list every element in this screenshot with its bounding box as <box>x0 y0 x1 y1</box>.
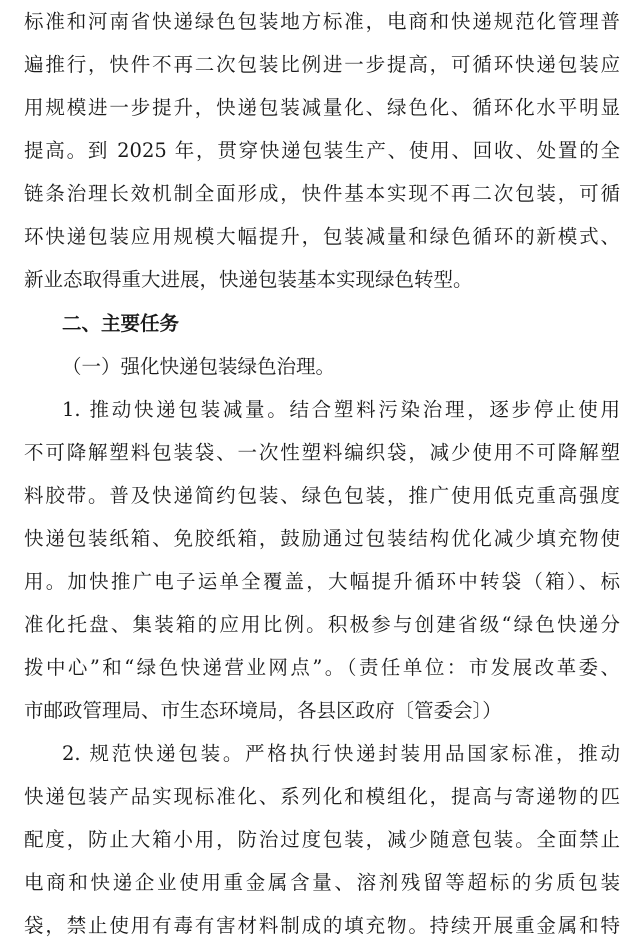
text-line: 市邮政管理局、市生态环境局，各县区政府〔管委会〕） <box>24 699 502 722</box>
text-line: 用。加快推广电子运单全覆盖，大幅提升循环中转袋（箱）、标 <box>24 570 620 593</box>
text-line: 拨中心”和“绿色快递营业网点”。（责任单位：市发展改革委、 <box>24 656 620 679</box>
text-line: 1. 推动快递包装减量。结合塑料污染治理，逐步停止使用 <box>62 398 620 421</box>
text-line: 用规模进一步提升，快递包装减量化、绿色化、循环化水平明显 <box>24 96 620 119</box>
text-line: 遍推行，快件不再二次包装比例进一步提高，可循环快递包装应 <box>24 53 620 76</box>
text-line: 电商和快递企业使用重金属含量、溶剂残留等超标的劣质包装 <box>24 871 620 894</box>
text-line: 快递包装纸箱、免胶纸箱，鼓励通过包装结构优化减少填充物使 <box>24 527 620 550</box>
text-line: 2. 规范快递包装。严格执行快递封装用品国家标准，推动 <box>62 742 620 765</box>
subsection-heading: （一）强化快递包装绿色治理。 <box>62 355 336 378</box>
text-line: 袋，禁止使用有毒有害材料制成的填充物。持续开展重金属和特 <box>24 914 620 937</box>
text-line: 料胶带。普及快递简约包装、绿色包装，推广使用低克重高强度 <box>24 484 620 507</box>
text-line: 环快递包装应用规模大幅提升，包装减量和绿色循环的新模式、 <box>24 225 620 248</box>
text-line: 准化托盘、集装箱的应用比例。积极参与创建省级“绿色快递分 <box>24 613 620 636</box>
text-line: 不可降解塑料包装袋、一次性塑料编织袋，减少使用不可降解塑 <box>24 441 620 464</box>
text-line: 配度，防止大箱小用，防治过度包装，减少随意包装。全面禁止 <box>24 828 620 851</box>
text-line: 链条治理长效机制全面形成，快件基本实现不再二次包装，可循 <box>24 182 620 205</box>
text-line: 新业态取得重大进展，快递包装基本实现绿色转型。 <box>24 268 473 291</box>
text-line: 快递包装产品实现标准化、系列化和模组化，提高与寄递物的匹 <box>24 785 620 808</box>
text-line: 提高。到 2025 年，贯穿快递包装生产、使用、回收、处置的全 <box>24 139 620 162</box>
section-heading: 二、主要任务 <box>62 312 180 335</box>
text-line: 标准和河南省快递绿色包装地方标准，电商和快递规范化管理普 <box>24 10 620 33</box>
